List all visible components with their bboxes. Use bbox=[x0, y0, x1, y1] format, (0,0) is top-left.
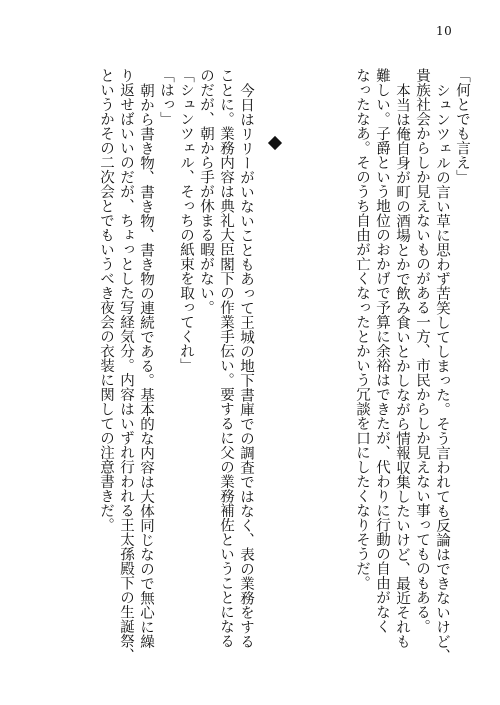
text-column-14: というかその二次会とでもいうべき夜会の衣装に関しての注意書きだ。 bbox=[98, 68, 114, 532]
section-break-diamond-icon bbox=[268, 136, 282, 150]
page-number: 10 bbox=[436, 24, 453, 38]
text-column-1: 「何とでも言え」 bbox=[454, 68, 470, 184]
text-column-11: 「はっ」 bbox=[158, 68, 174, 126]
text-column-6: なったなあ。そのうち自由が亡くなったとかいう冗談を口にしたくなりそうだ。 bbox=[354, 68, 370, 590]
text-column-3: 貴族社会からしか見えないものがある一方、市民からしか見えない事ってものもある。 bbox=[414, 68, 430, 634]
text-column-5: 難しい。子爵という地位のおかげで予算に余裕はできたが、代わりに行動の自由がなく bbox=[374, 68, 390, 634]
text-column-13: り返せばいいのだが、ちょっとした写経気分。内容はいずれ行われる王太孫殿下の生誕祭、 bbox=[118, 68, 134, 663]
text-column-9: のだが、朝から手が休まる暇がない。 bbox=[198, 68, 214, 315]
text-column-8: ことに。業務内容は典礼大臣閣下の作業手伝い。要するに父の業務補佐ということになる bbox=[218, 68, 234, 648]
text-column-4: 本当は俺自身が町の酒場とかで飲み食いとかしながら情報収集したいけど、最近それも bbox=[394, 82, 410, 648]
text-column-12: 朝から書き物、書き物、書き物の連続である。基本的な内容は大体同じなので無心に繰 bbox=[138, 82, 154, 648]
text-column-2: シュンツェルの言い草に思わず苦笑してしまった。そう言われても反論はできないけど、 bbox=[434, 82, 450, 663]
text-column-7: 今日はリリーがいないこともあって王城の地下書庫での調査ではなく、表の業務をする bbox=[238, 82, 254, 648]
text-column-10: 「シュンツェル、そっちの紙束を取ってくれ」 bbox=[178, 68, 194, 373]
